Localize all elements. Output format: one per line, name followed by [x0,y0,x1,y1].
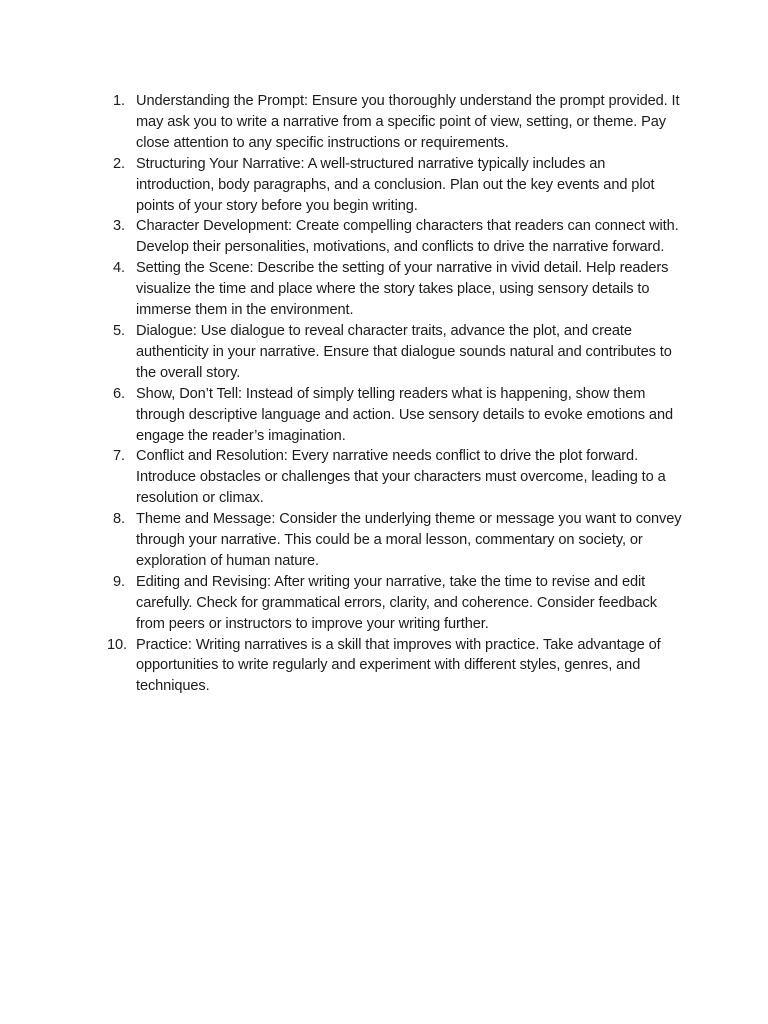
list-item-text: Show, Don’t Tell: Instead of simply telling readers what is happening, show them through descriptive language and action. Use sensory details to evoke emotions and engage the reader’s imagination. [136,385,673,444]
list-item [107,572,687,635]
list-item-number: 1. [113,93,125,109]
list-item-number: 4. [113,260,125,277]
list-item-number: 9. [113,573,125,590]
list-item [107,509,687,572]
list-item-text: Setting the Scene: Describe the setting of your narrative in vivid detail. Help readers visualize the time and place where the story takes place, using sensory details to immerse them in the environment. [136,260,669,319]
list-item-text: Conflict and Resolution: Every narrative needs conflict to drive the plot forward. Introduce obstacles or challenges that your characters must overcome, leading to a resolution or climax. [136,448,666,507]
list-item-text: Editing and Revising: After writing your narrative, take the time to revise and edit carefully. Check for grammatical errors, clarity, and coherence. Consider feedback from peers or instructors to improve your writing further. [136,573,657,632]
list-item [107,635,687,698]
list-item-number: 5. [113,322,125,339]
list-item [107,446,687,509]
list-item [107,258,687,321]
list-item-text: Character Development: Create compelling characters that readers can connect with. Develop their personalities, motivations, and conflicts to drive the narrative forward. [136,218,679,256]
list-item [107,154,687,217]
list-item-text: Dialogue: Use dialogue to reveal character traits, advance the plot, and create authenticity in your narrative. Ensure that dialogue sounds natural and contributes to the overall story. [136,322,672,381]
list-item-number: 3. [113,218,125,235]
list-item-text: Structuring Your Narrative: A well-structured narrative typically includes an introduction, body paragraphs, and a conclusion. Plan out the key events and plot points of your story before you begin writing. [136,155,655,214]
list-item [107,321,687,384]
list-item-text: Understanding the Prompt: Ensure you thoroughly understand the prompt provided. It may ask you to write a narrative from a specific point of view, setting, or theme. Pay close attention to any specific instructions or requirements. [136,93,680,151]
list-item [107,216,687,258]
list-item-number: 8. [113,511,125,528]
list-item-text: Practice: Writing narratives is a skill that improves with practice. Take advantage of opportunities to write regularly and experiment with different styles, genres, and techniques. [136,636,661,695]
list-item-number: 7. [113,448,125,465]
list-item-number: 2. [113,155,125,172]
narrative-tips-list [107,91,687,697]
list-item [107,384,687,447]
list-item [107,91,687,154]
list-item-text: Theme and Message: Consider the underlying theme or message you want to convey through your narrative. This could be a moral lesson, commentary on society, or exploration of human nature. [136,511,682,569]
list-item-number: 10. [107,636,127,653]
list-item-number: 6. [113,385,125,402]
